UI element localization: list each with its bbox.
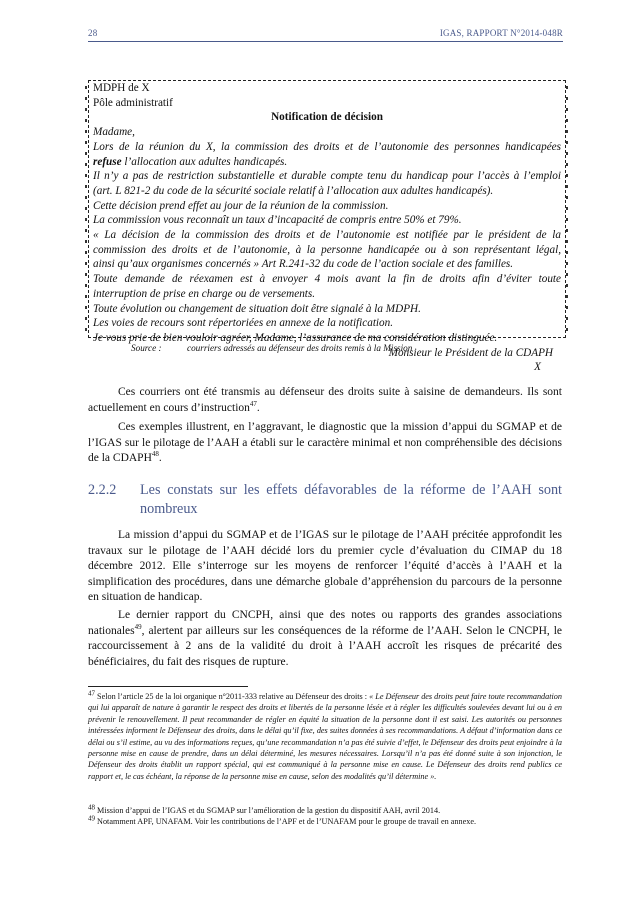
box-edge-mark: [85, 130, 87, 133]
box-edge-mark: [566, 328, 568, 331]
box-edge-mark: [566, 295, 568, 298]
footnote-rule: [88, 686, 248, 687]
box-edge-mark: [85, 251, 87, 254]
letter-signature: Monsieur le Président de la CDAPH: [388, 346, 553, 359]
box-edge-mark: [85, 262, 87, 265]
box-edge-mark: [85, 317, 87, 320]
footnote-ref: 48: [151, 450, 159, 459]
section-title: Les constats sur les effets défavorables de la réforme de l’AAH sont: [140, 482, 562, 498]
header-rule: [88, 41, 563, 42]
letter-line: Je vous prie de bien vouloir agréer, Madame, l’assurance de ma considération distinguée.: [93, 331, 498, 344]
box-edge-mark: [85, 174, 87, 177]
box-edge-mark: [566, 97, 568, 100]
letter-line: ainsi qu’aux organismes concernés » Art R.241-32 du code de l’action sociale et des familles.: [93, 258, 514, 271]
box-edge-mark: [566, 152, 568, 155]
box-edge-mark: [85, 152, 87, 155]
letter-line: Cette décision prend effet au jour de la réunion de la commission.: [93, 199, 389, 212]
box-edge-mark: [566, 196, 568, 199]
box-edge-mark: [566, 251, 568, 254]
letter-line: Toute évolution ou changement de situation doit être signalé à la MDPH.: [93, 302, 421, 315]
box-edge-mark: [85, 86, 87, 89]
box-edge-mark: [566, 229, 568, 232]
source-text: courriers adressés au défenseur des droits remis à la Mission: [187, 343, 413, 353]
box-edge-mark: [566, 119, 568, 122]
footnote-47: $^{47}$ Selon l’article 25 de la loi organique n°2011-333 relative au Défenseur des droits : « Le Défenseur des droits peut faire toute recommandation qui lui apparaît de nature à garantir le respect des droits et libertés de la personne lésée et à régler les difficultés soulevées devant lui ou à en prévenir le renouvellement. Il peut recommander de régler en équité la situation de la personne dont il est saisi. Les autorités ou personnes intéressées informent le Défenseur des droits, dans le délai qu’il fixe, des suites données à ses recommandations. A défaut d’information dans ce délai ou s’il estime, au vu des informations reçues, qu’une recommandation n’a pas été suivie d’effet, le Défenseur des droits peut enjoindre à la personne mise en cause de prendre, dans un délai déterminé, les mesures nécessaires. Lorsqu’il n’a pas été donné suite à son injonction, le Défenseur des droits établit un rapport spécial, qui est communiqué à la personne mise en cause. Le Défenseur des droits rend publics ce rapport et, le cas échéant, la réponse de la personne mise en cause, selon des modalités qu’il détermine ».: [88, 689, 562, 781]
section-heading: [88, 481, 562, 519]
box-edge-mark: [566, 262, 568, 265]
box-edge-mark: [566, 240, 568, 243]
letter-line: Toute demande de réexamen est à envoyer 4 mois avant la fin de droits afin d’éviter toute: [93, 273, 561, 286]
letter-title: Notification de décision: [271, 111, 383, 124]
box-edge-mark: [85, 185, 87, 188]
box-edge-mark: [566, 174, 568, 177]
box-edge-mark: [85, 108, 87, 111]
box-edge-mark: [85, 97, 87, 100]
box-edge-mark: [85, 306, 87, 309]
paragraph: Ces exemples illustrent, en l’aggravant, le diagnostic que la mission d’appui du SGMAP et de l’IGAS sur le pilotage de l’AAH a établi sur le caractère minimal et non compréhensible des décisions de la CDAPH$^{48}$.: [88, 421, 562, 465]
box-edge-mark: [566, 185, 568, 188]
box-edge-mark: [85, 207, 87, 210]
box-edge-mark: [85, 163, 87, 166]
box-edge-mark: [566, 306, 568, 309]
source-caption: [131, 343, 412, 353]
box-edge-mark: [566, 108, 568, 111]
letter-sender-line: MDPH de X: [93, 82, 150, 94]
box-edge-mark: [566, 218, 568, 221]
letter-line: « La décision de la commission des droits et de l’autonomie est notifiée par le président de la: [93, 229, 561, 242]
letter-salutation: Madame,: [93, 126, 135, 139]
letter-line: refuse l’allocation aux adultes handicapés.: [93, 155, 288, 168]
paragraph: La mission d’appui du SGMAP et de l’IGAS sur le pilotage de l’AAH précitée approfondit les travaux sur le pilotage de l’AAH décidé lors du premier cycle d’évaluation du CIMAP du 18 décembre 2012. Elle s’interroge sur les moyens de renforcer l’équité d’accès à l’AAH et la simplification des procédures, dans une démarche globale d’appréhension du parcours de la personne en situation de handicap.: [88, 529, 562, 604]
box-edge-mark: [85, 218, 87, 221]
box-edge-mark: [566, 207, 568, 210]
source-label: Source :: [131, 343, 162, 353]
section-number: 2.2.2: [88, 482, 117, 498]
letter-line: La commission vous reconnaît un taux d’incapacité de compris entre 50% et 79%.: [93, 214, 462, 227]
footnote-48: $^{48}$ Mission d’appui de l’IGAS et du SGMAP sur l’amélioration de la gestion du dispositif AAH, avril 2014.: [88, 803, 441, 815]
box-edge-mark: [85, 295, 87, 298]
letter-department-line: Pôle administratif: [93, 96, 173, 109]
box-edge-mark: [85, 273, 87, 276]
letter-line: (art. L 821-2 du code de la sécurité sociale relatif à l’allocation aux adultes handicapés).: [93, 184, 494, 197]
footnote-49: $^{49}$ Notamment APF, UNAFAM. Voir les contributions de l’APF et de l’UNAFAM pour le groupe de travail en annexe.: [88, 814, 476, 826]
box-edge-mark: [85, 229, 87, 232]
box-edge-mark: [566, 163, 568, 166]
box-edge-mark: [85, 240, 87, 243]
footnote-ref: 47: [249, 399, 257, 408]
box-edge-mark: [566, 130, 568, 133]
report-title: IGAS, RAPPORT N°2014-048R: [439, 28, 563, 38]
box-edge-mark: [85, 328, 87, 331]
paragraph: Le dernier rapport du CNCPH, ainsi que des notes ou rapports des grandes associations nationales$^{49}$, alertent par ailleurs sur les conséquences de la réforme de l’AAH. Selon le CNCPH, le raccourcissement à 2 ans de la validité du droit à l’AAH accroît les risques de précarité des bénéficiaires, du fait des risques de rupture.: [88, 609, 562, 668]
section-title-cont: nombreux: [140, 501, 198, 517]
box-edge-mark: [566, 86, 568, 89]
footnote-ref: 49: [134, 622, 142, 631]
letter-line: commission des droits et de l’autonomie, à la personne handicapée ou à son représentant légal,: [93, 243, 561, 256]
box-edge-mark: [85, 141, 87, 144]
box-edge-mark: [85, 196, 87, 199]
letter-line: Il n’y a pas de restriction substantielle et durable compte tenu du handicap pour l’accès à l’emploi: [93, 170, 561, 183]
box-edge-mark: [85, 284, 87, 287]
letter-line: Lors de la réunion du X, la commission des droits et de l’autonomie des personnes handicapées: [93, 140, 561, 153]
letter-refuse-word: refuse: [93, 155, 122, 168]
letter-line: Les voies de recours sont répertoriées en annexe de la notification.: [93, 317, 394, 330]
letter-signature-x: X: [534, 361, 541, 374]
box-edge-mark: [85, 119, 87, 122]
box-edge-mark: [566, 141, 568, 144]
box-edge-mark: [566, 284, 568, 287]
box-edge-mark: [566, 317, 568, 320]
page-number: 28: [88, 28, 98, 38]
paragraph: Ces courriers ont été transmis au défenseur des droits suite à saisine de demandeurs. Ils sont actuellement en cours d’instruction$^{47}$.: [88, 386, 562, 414]
box-edge-mark: [566, 273, 568, 276]
letter-line: interruption de prise en charge ou de versements.: [93, 287, 316, 300]
